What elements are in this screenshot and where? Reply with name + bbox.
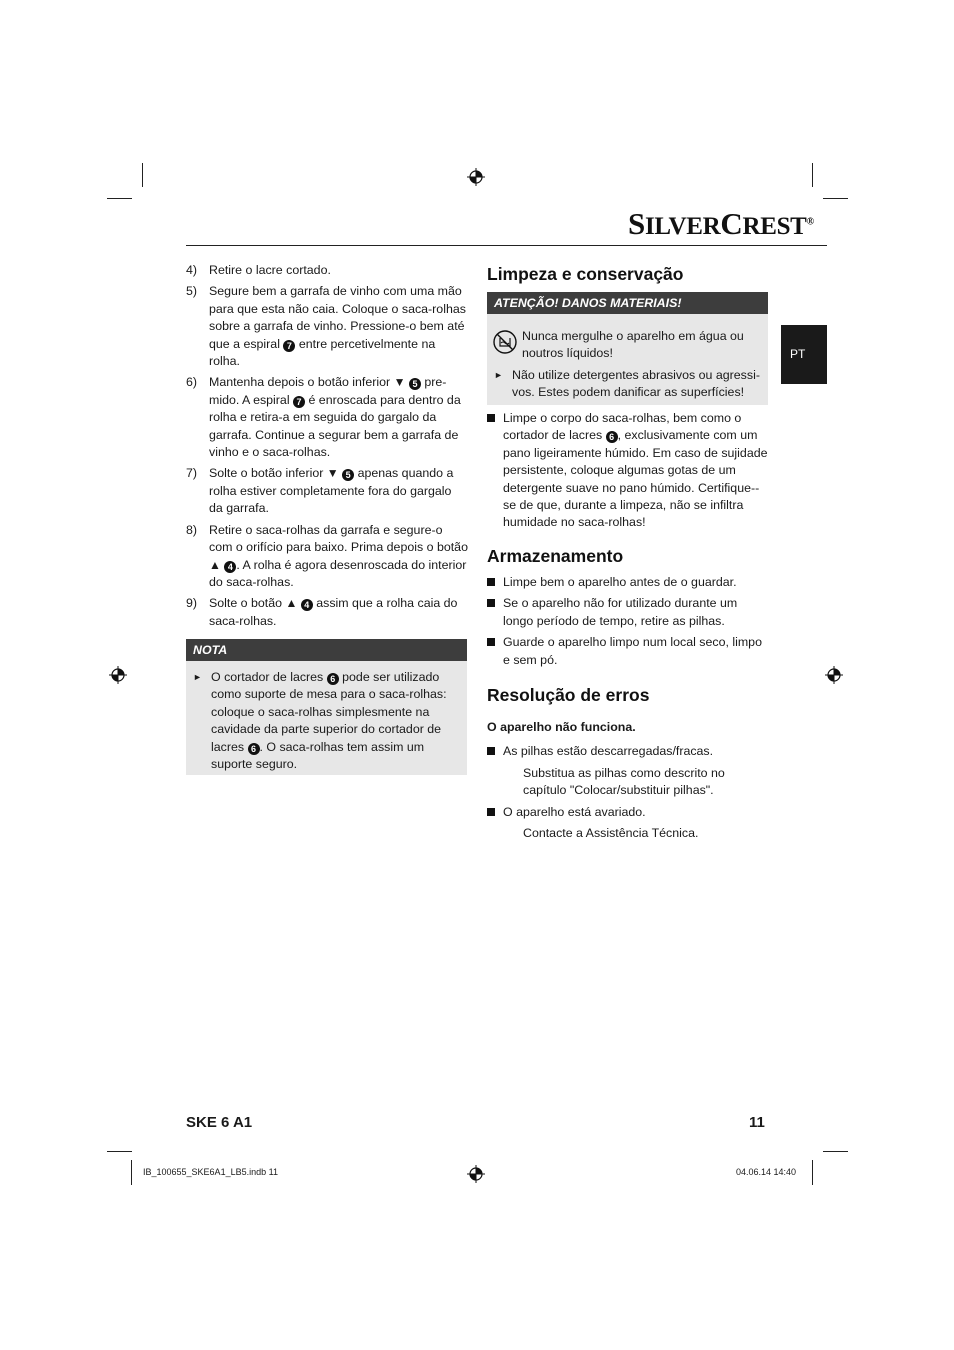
print-slug-date: 04.06.14 14:40 [736,1167,797,1177]
square-bullet-icon [487,599,495,607]
cleaning-instructions [487,410,769,536]
crop-mark [823,1151,848,1152]
arrow-bullet-icon: ► [193,672,202,682]
crop-mark [812,1160,813,1185]
part-number-badge: 5 [409,378,421,390]
left-column [186,262,468,634]
model-number: SKE 6 A1 [186,1114,253,1131]
down-triangle-icon: ▼ [393,375,406,390]
crop-mark [812,163,813,187]
crop-mark [823,198,848,199]
step-5: 5) Segure bem a garrafa de vinho com uma mão para que esta não caia. Coloque o saca-rolhas sobre a garrafa de vinho. Pressione-o bem até que a espiral 7 entre percetivelmente na rolha. [186,284,466,369]
step-8: 8) Retire o saca-rolhas da garrafa e segure-o com o orifício para baixo. Prima depois o botão ▲ 4 . A rolha é agora desenroscada do interior do saca-rolhas. [186,522,468,589]
crop-mark [131,1160,132,1185]
header-rule [186,245,827,246]
print-slug-file: IB_100655_SKE6A1_LB5.indb 11 [143,1167,278,1177]
list-item: Limpe o corpo do saca-rolhas, bem como o cortador de lacres 6 , exclusivamente com um pano ligeiramente húmido. Em caso de sujidade persistente, coloque algumas gotas de um detergente suave no pano húmido. Certifique--se de que, durante a limpeza, não se infiltra humidade no saca-rolhas! [487,410,769,532]
troubleshooting-heading: Resolução de erros [487,685,650,705]
list-item: Guarde o aparelho limpo num local seco, limpo e sem pó. [487,634,769,669]
square-bullet-icon [487,578,495,586]
part-number-badge: 7 [283,340,295,352]
troubleshooting-list [487,719,769,842]
step-6: 6) Mantenha depois o botão inferior ▼ 5 pre-mido. A espiral 7 é enroscada para dentro da rolha e retira-a em seguida do gargalo da garrafa. Continue a segurar bem a garrafa de vinho e o saca-rolhas. [186,375,461,460]
down-triangle-icon: ▼ [326,466,339,481]
crop-mark [107,1151,132,1152]
error-fix: Contacte a Assistência Técnica. [523,826,699,841]
note-title: NOTA [186,639,467,661]
note-item: ► O cortador de lacres 6 pode ser utilizado como suporte de mesa para o saca-rolhas: coloque o saca-rolhas simplesmente na cavidade da parte superior do cortador de lacres 6 . O saca-rolhas tem assim um suporte seguro. [193,670,447,772]
troubleshooting-subtitle: O aparelho não funciona. [487,720,636,734]
warning-item: ► Não utilize detergentes abrasivos ou agressi-vos. Estes podem danificar as superfícies! [494,367,760,400]
step-7: 7) Solte o botão inferior ▼ 5 apenas quando a rolha estiver completamente fora do gargalo da garrafa. [186,466,454,516]
registration-mark-icon [467,1165,485,1183]
list-item: Se o aparelho não for utilizado durante um longo período de tempo, retire as pilhas. [487,595,769,630]
warning-title: ATENÇÃO! DANOS MATERIAIS! [487,292,768,314]
cleaning-heading: Limpeza e conservação [487,264,684,284]
error-fix: Substitua as pilhas como descrito no capítulo "Colocar/substituir pilhas". [523,765,725,798]
square-bullet-icon [487,808,495,816]
part-number-badge: 4 [301,599,313,611]
part-number-badge: 6 [327,673,339,685]
warning-box [487,292,768,405]
language-tab: PT [781,325,827,384]
up-triangle-icon: ▲ [209,557,221,572]
no-immersion-icon [493,330,517,354]
storage-heading: Armazenamento [487,546,624,566]
square-bullet-icon [487,414,495,422]
arrow-bullet-icon: ► [494,369,503,380]
step-9: 9) Solte o botão ▲ 4 assim que a rolha caia do saca-rolhas. [186,596,458,628]
square-bullet-icon [487,747,495,755]
error-cause: As pilhas estão descarregadas/fracas. [487,743,769,760]
part-number-badge: 7 [293,396,305,408]
step-4: 4) Retire o lacre cortado. [186,263,331,277]
warning-icon-text: Nunca mergulhe o aparelho em água ou noutros líquidos! [522,329,744,361]
list-item: Limpe bem o aparelho antes de o guardar. [487,574,769,591]
part-number-badge: 5 [342,469,354,481]
note-box [186,639,467,775]
registration-mark-icon [825,666,843,684]
registration-mark-icon [109,666,127,684]
part-number-badge: 6 [248,743,260,755]
storage-list [487,574,769,673]
part-number-badge: 6 [606,431,618,443]
error-cause: O aparelho está avariado. [487,804,769,821]
registration-mark-icon [467,168,485,186]
up-triangle-icon: ▲ [285,596,298,611]
crop-mark [107,198,132,199]
crop-mark [142,163,143,187]
brand-logo: SILVERCREST® [628,206,814,241]
part-number-badge: 4 [224,561,236,573]
square-bullet-icon [487,638,495,646]
page-number: 11 [749,1114,765,1131]
